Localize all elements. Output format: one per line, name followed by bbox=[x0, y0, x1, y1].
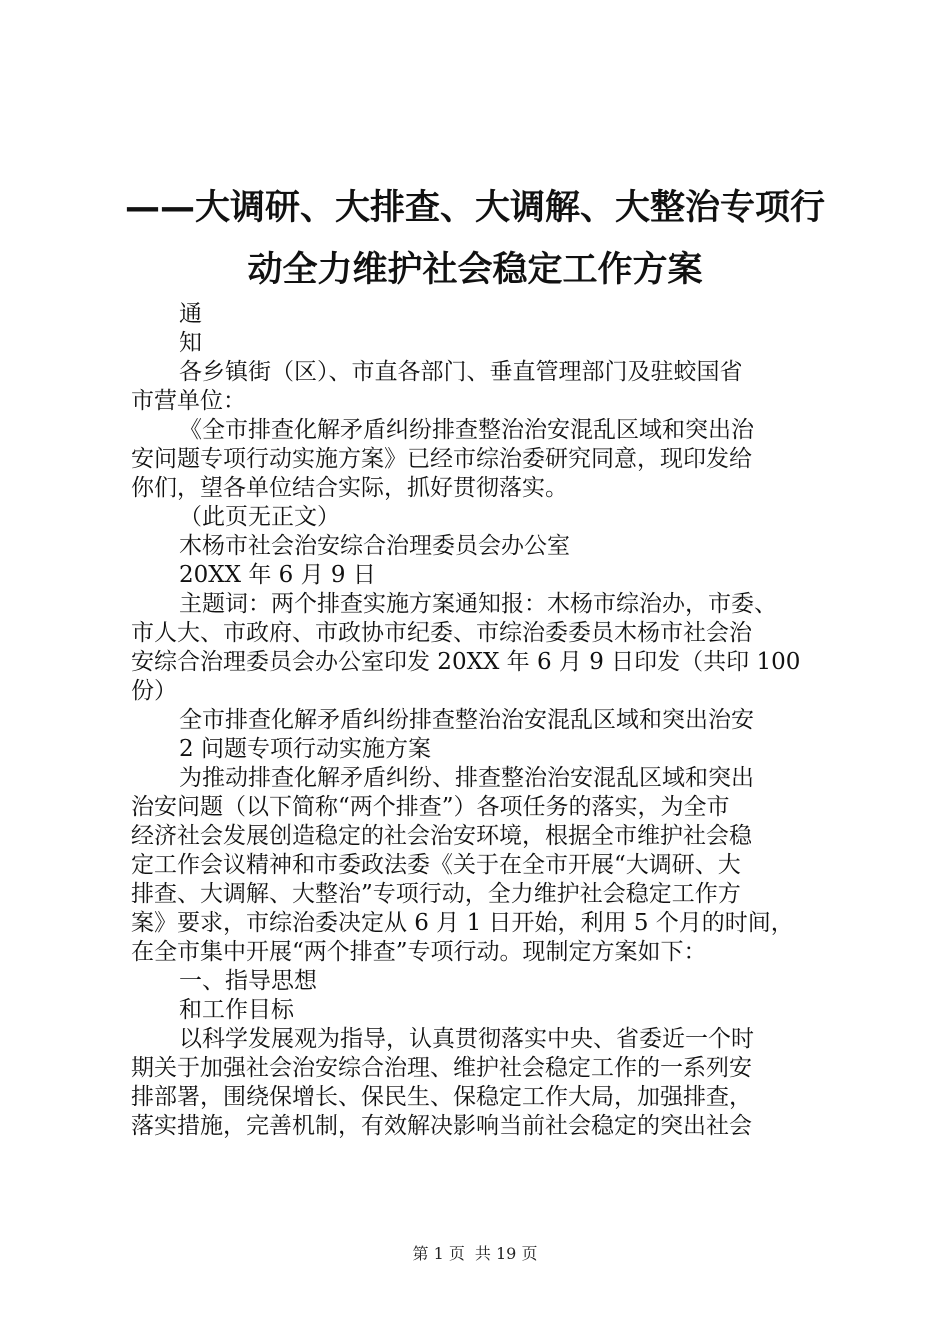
body-line: 为推动排查化解矛盾纠纷、排查整治治安混乱区域和突出 bbox=[179, 765, 754, 791]
body-line: 期关于加强社会治安综合治理、维护社会稳定工作的一系列安 bbox=[131, 1055, 752, 1081]
body-line: 木杨市社会治安综合治理委员会办公室 bbox=[179, 533, 570, 559]
body-line: 一、指导思想 bbox=[179, 968, 317, 994]
document-body bbox=[131, 300, 831, 1141]
body-line: 排部署，围绕保增长、保民生、保稳定工作大局，加强排查， bbox=[131, 1084, 752, 1110]
body-line: 通 bbox=[179, 301, 202, 327]
body-line: 2 问题专项行动实施方案 bbox=[179, 736, 431, 762]
body-line: 安问题专项行动实施方案》已经市综治委研究同意，现印发给 bbox=[131, 446, 752, 472]
body-line: 案》要求，市综治委决定从 6 月 1 日开始，利用 5 个月的时间， bbox=[131, 910, 794, 936]
body-line: 份） bbox=[131, 678, 177, 704]
body-line: 《全市排查化解矛盾纠纷排查整治治安混乱区域和突出治 bbox=[179, 417, 754, 443]
body-line: 经济社会发展创造稳定的社会治安环境，根据全市维护社会稳 bbox=[131, 823, 752, 849]
body-line: 主题词：两个排查实施方案通知报：木杨市综治办，市委、 bbox=[179, 591, 777, 617]
body-line: （此页无正文） bbox=[179, 504, 340, 530]
document-title-line-2: 动全力维护社会稳定工作方案 bbox=[247, 250, 703, 290]
page-total: 共 19 页 bbox=[474, 1244, 538, 1263]
body-line: 在全市集中开展“两个排查”专项行动。现制定方案如下： bbox=[131, 939, 707, 965]
body-line: 落实措施，完善机制，有效解决影响当前社会稳定的突出社会 bbox=[131, 1113, 752, 1139]
body-line: 全市排查化解矛盾纠纷排查整治治安混乱区域和突出治安 bbox=[179, 707, 754, 733]
body-line: 知 bbox=[179, 330, 202, 356]
body-line: 市营单位： bbox=[131, 388, 246, 414]
body-line: 治安问题（以下简称“两个排查”）各项任务的落实，为全市 bbox=[131, 794, 730, 820]
body-line: 市人大、市政府、市政协市纪委、市综治委委员木杨市社会治 bbox=[131, 620, 752, 646]
body-line: 各乡镇街（区）、市直各部门、垂直管理部门及驻蛟国省 bbox=[179, 359, 743, 385]
page-number: 第 1 页 bbox=[412, 1244, 465, 1263]
body-line: 20XX 年 6 月 9 日 bbox=[179, 562, 376, 588]
document-title-line-1: ——大调研、大排查、大调解、大整治专项行 bbox=[124, 188, 825, 228]
body-line: 安综合治理委员会办公室印发 20XX 年 6 月 9 日印发（共印 100 bbox=[131, 649, 801, 675]
body-line: 以科学发展观为指导，认真贯彻落实中央、省委近一个时 bbox=[179, 1026, 754, 1052]
page-footer bbox=[0, 1244, 950, 1264]
body-line: 排查、大调解、大整治”专项行动，全力维护社会稳定工作方 bbox=[131, 881, 741, 907]
body-line: 和工作目标 bbox=[179, 997, 294, 1023]
body-line: 定工作会议精神和市委政法委《关于在全市开展“大调研、大 bbox=[131, 852, 741, 878]
body-line: 你们，望各单位结合实际，抓好贯彻落实。 bbox=[131, 475, 568, 501]
